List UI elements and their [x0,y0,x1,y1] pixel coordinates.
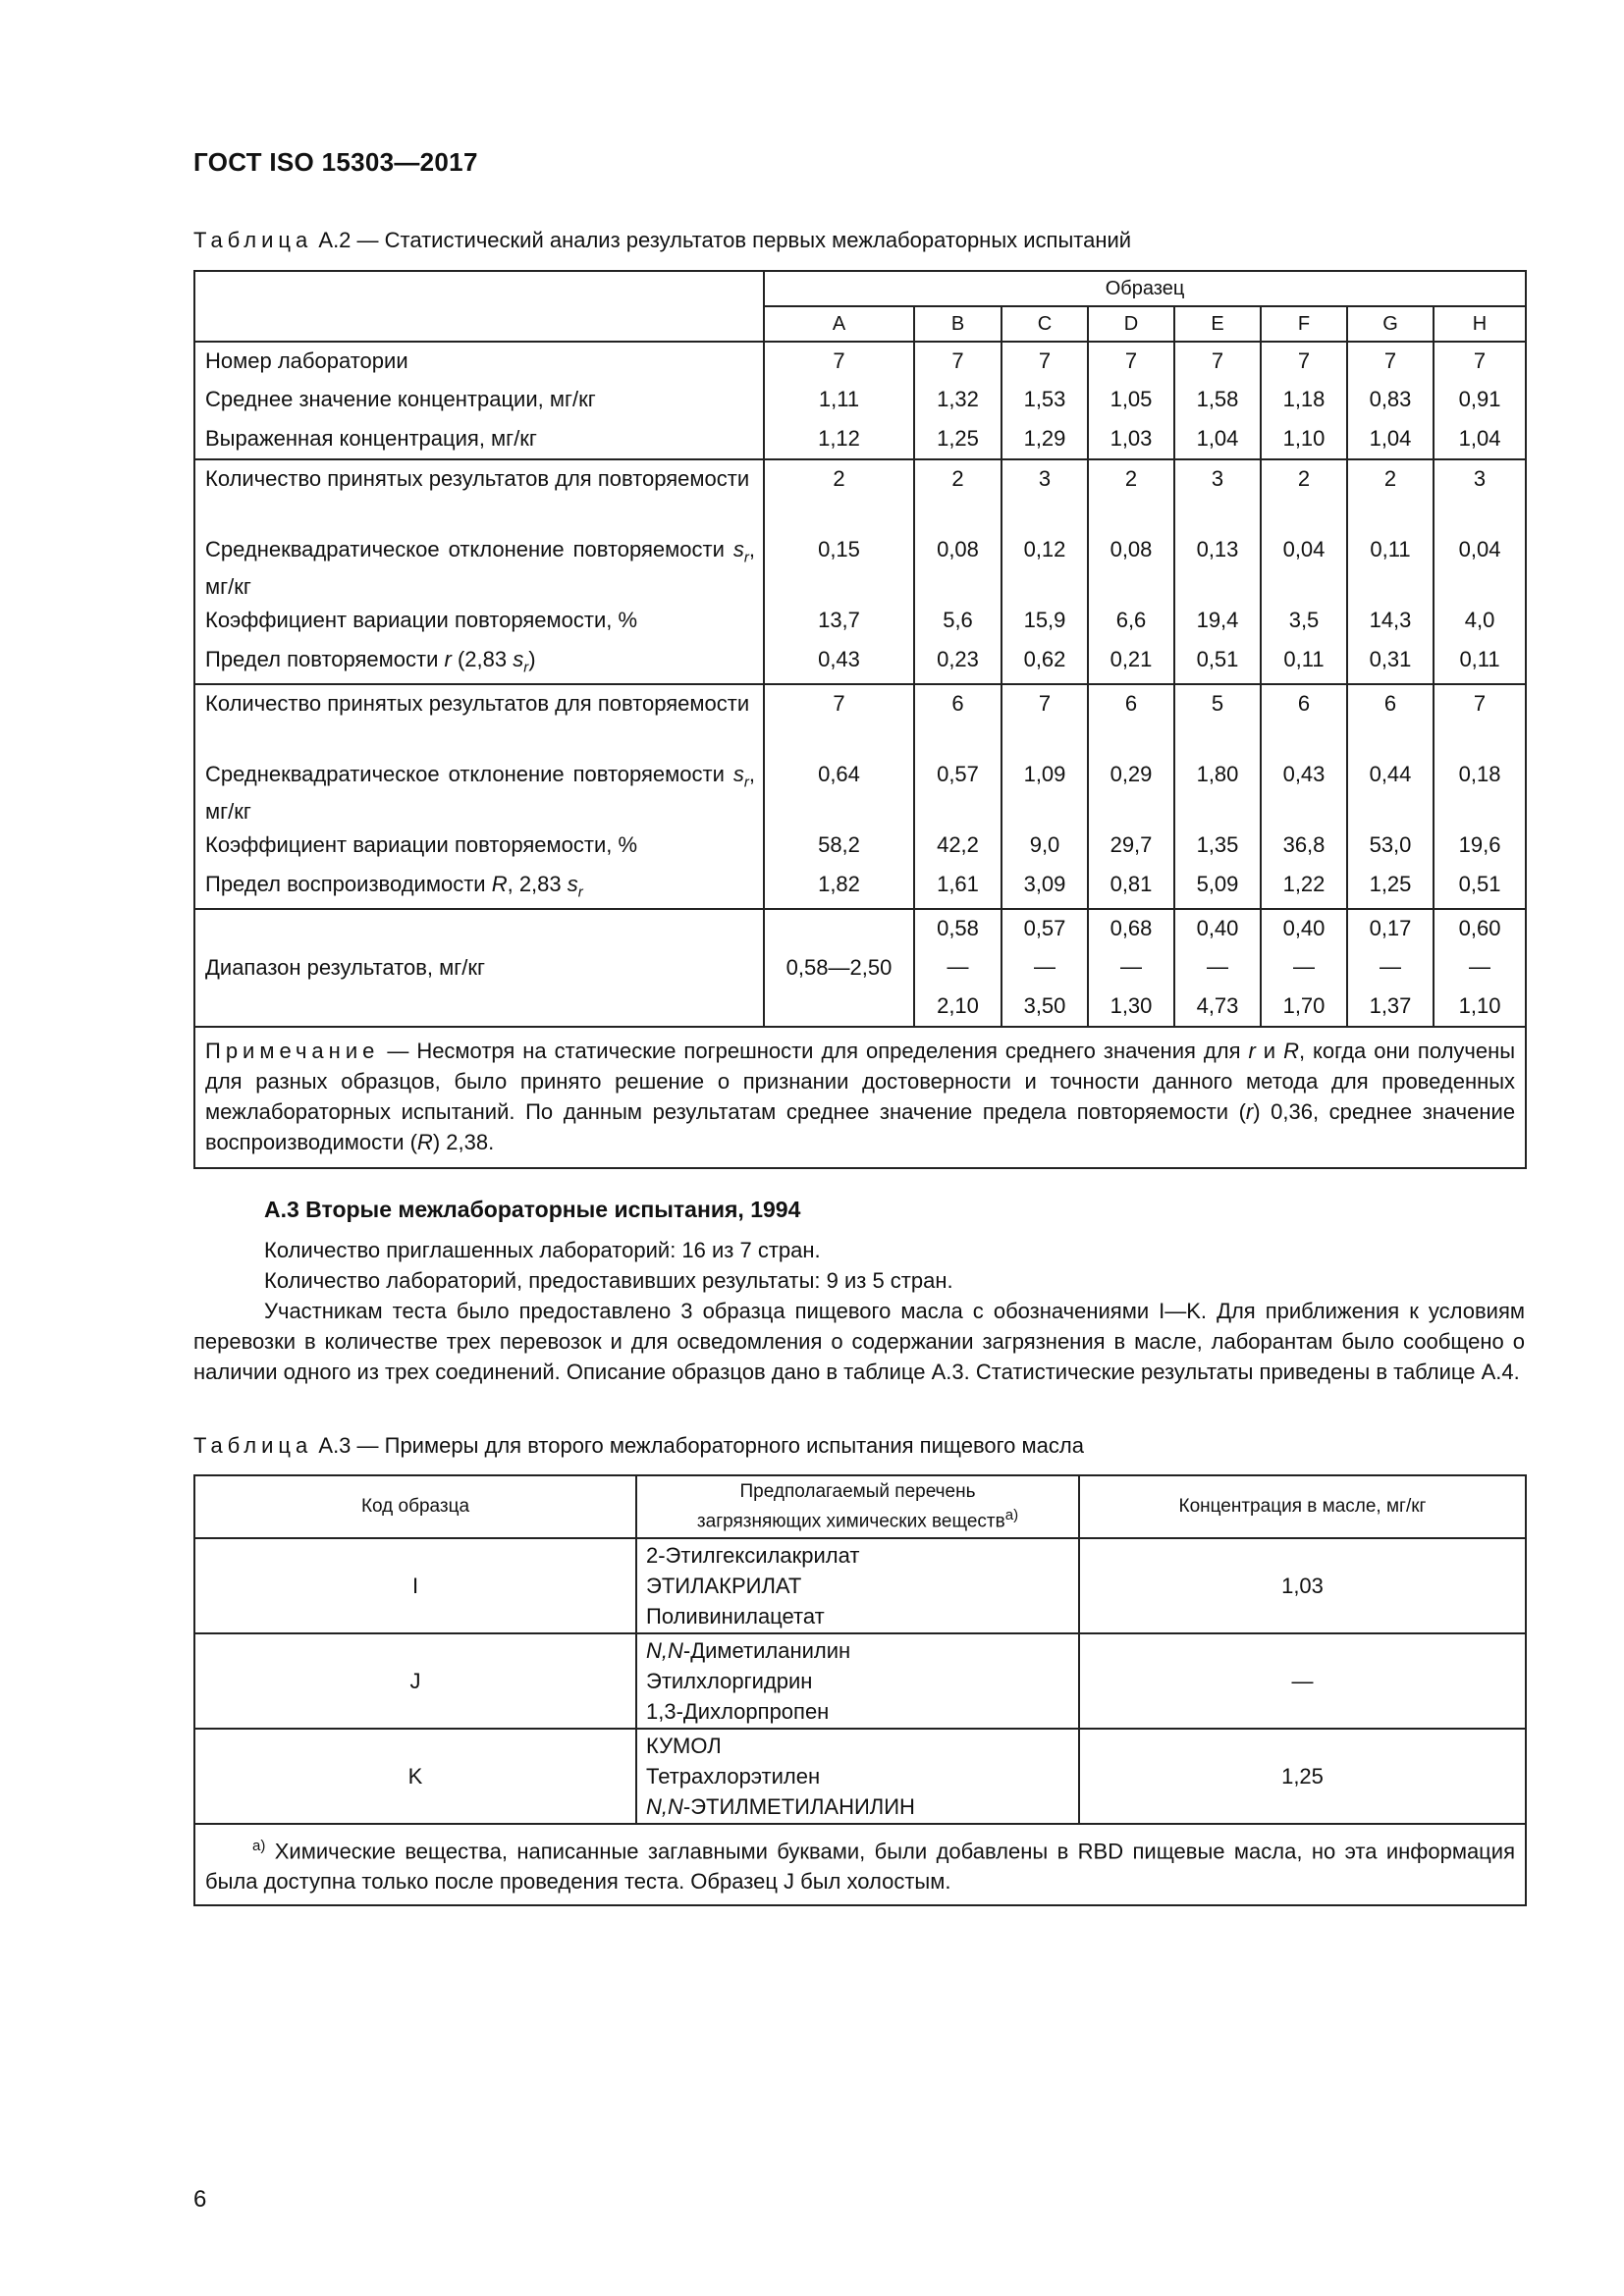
range-max: 1,37 [1347,988,1434,1027]
substances [636,1633,1079,1729]
cell: 1,12 [764,420,914,459]
label-var: r [444,647,452,672]
cell: 7 [1434,342,1526,381]
note-var: R [1283,1038,1299,1063]
cell: 1,03 [1088,420,1174,459]
col-header-list [636,1475,1079,1538]
row-label [194,866,764,908]
cell: 0,51 [1434,866,1526,908]
cell: 0,43 [1261,756,1347,827]
note-text: — Несмотря на статические погрешности для определения среднего значения для [379,1038,1249,1063]
cell: 1,18 [1261,381,1347,420]
cell: 2 [764,459,914,531]
substance: Тетрахлорэтилен [646,1764,821,1789]
range-min: 0,58 [914,909,1001,948]
range-dash: — [1088,948,1174,988]
cell: 1,53 [1001,381,1088,420]
substances [636,1538,1079,1633]
cell: 0,43 [764,641,914,683]
label-sub: r [523,659,529,676]
cell: 29,7 [1088,827,1174,866]
label-var: s [732,537,744,561]
document-header: ГОСТ ISO 15303—2017 [193,147,478,177]
table-row [194,1633,1526,1729]
note-text: , когда они получены для разных образцов, было принято решение о признании достоверности и точности данного метода для проведенных межлабораторных испытаний. По данным результатам среднее значение предела повторяемости ( [205,1038,1516,1124]
cell: 7 [1001,684,1088,756]
range-dash: — [914,948,1001,988]
table-a2-caption [193,228,1131,253]
cell: 1,80 [1174,756,1261,827]
cell: 0,23 [914,641,1001,683]
cell: 3 [1174,459,1261,531]
col-header: F [1261,306,1347,342]
label-tail: , мг/кг [205,537,755,600]
table-row [194,381,1526,420]
cell: 0,04 [1261,531,1347,602]
table-a2-note [194,1027,1526,1168]
cell: 1,11 [764,381,914,420]
col-header-conc: Концентрация в масле, мг/кг [1079,1475,1526,1538]
range-max: 1,10 [1434,988,1526,1027]
substance: ЭТИЛАКРИЛАТ [646,1574,802,1598]
cell: 7 [764,342,914,381]
cell: 1,09 [1001,756,1088,827]
cell: 1,05 [1088,381,1174,420]
caption-prefix: Таблица [193,1433,313,1458]
table-row [194,1538,1526,1633]
cell: 19,6 [1434,827,1526,866]
substance: -ЭТИЛМЕТИЛАНИЛИН [682,1794,915,1819]
cell: 58,2 [764,827,914,866]
note-text: ) 0,36, среднее значение воспроизводимости ( [205,1098,1516,1154]
section-heading: А.3 Вторые межлабораторные испытания, 1994 [264,1197,801,1222]
table-row [194,641,1526,683]
cell: 3,5 [1261,602,1347,641]
label-tail: , 2,83 [507,872,568,897]
range-label: Диапазон результатов, мг/кг [194,909,764,1027]
cell: 19,4 [1174,602,1261,641]
cell: 6 [1347,684,1434,756]
col-header: A [764,306,914,342]
cell: 0,57 [914,756,1001,827]
substance: -Диметиланилин [682,1638,851,1663]
range-max: 2,10 [914,988,1001,1027]
cell: 0,08 [914,531,1001,602]
range-row-min [194,909,1526,948]
substance: 2-Этилгексилакрилат [646,1543,860,1568]
cell: 7 [1347,342,1434,381]
cell: 15,9 [1001,602,1088,641]
label-tail: , мг/кг [205,761,755,825]
label-tail: ) [528,647,536,672]
cell: 0,51 [1174,641,1261,683]
table-a2 [193,270,1527,1169]
col-header: E [1174,306,1261,342]
range-min: 0,40 [1174,909,1261,948]
table-row [194,827,1526,866]
cell: 0,21 [1088,641,1174,683]
cell: 0,62 [1001,641,1088,683]
cell: 0,44 [1347,756,1434,827]
cell: 0,12 [1001,531,1088,602]
cell: 1,04 [1347,420,1434,459]
cell: 1,10 [1261,420,1347,459]
cell: 0,91 [1434,381,1526,420]
cell: 1,82 [764,866,914,908]
concentration: — [1079,1633,1526,1729]
cell: 0,18 [1434,756,1526,827]
range-min: 0,60 [1434,909,1526,948]
substance-prefix: N,N [646,1638,683,1663]
paragraph: Количество лабораторий, предоставивших результаты: 9 из 5 стран. [264,1268,953,1293]
label-sub: r [743,774,749,791]
cell: 6,6 [1088,602,1174,641]
cell: 0,64 [764,756,914,827]
cell: 0,11 [1347,531,1434,602]
footnote-mark: а) [252,1838,266,1854]
header-blank [194,271,764,342]
note-text: и [1255,1038,1284,1063]
cell: 1,04 [1174,420,1261,459]
cell: 3 [1434,459,1526,531]
row-label [194,531,764,602]
col-header: D [1088,306,1174,342]
cell: 53,0 [1347,827,1434,866]
cell: 2 [1347,459,1434,531]
table-row [194,602,1526,641]
cell: 5 [1174,684,1261,756]
cell: 0,31 [1347,641,1434,683]
range-dash: — [1261,948,1347,988]
cell: 0,29 [1088,756,1174,827]
header-line: загрязняющих химических веществ [696,1511,1005,1532]
table-row [194,459,1526,531]
cell: 6 [914,684,1001,756]
cell: 42,2 [914,827,1001,866]
table-a3-caption [193,1433,1084,1459]
cell: 1,32 [914,381,1001,420]
sample-code: I [194,1538,636,1633]
col-header: H [1434,306,1526,342]
row-label [194,641,764,683]
row-label: Количество принятых результатов для повторяемости [194,459,764,531]
cell: 5,6 [914,602,1001,641]
range-max: 4,73 [1174,988,1261,1027]
cell: 1,25 [914,420,1001,459]
cell: 7 [1261,342,1347,381]
cell: 7 [1174,342,1261,381]
substance: Этилхлоргидрин [646,1669,813,1693]
cell: 1,22 [1261,866,1347,908]
row-label [194,756,764,827]
label-text: Среднеквадратическое отклонение повторяемости [205,761,725,786]
section-a3 [193,1195,1525,1387]
range-dash: — [1174,948,1261,988]
col-header: G [1347,306,1434,342]
cell: 6 [1088,684,1174,756]
caption-prefix: Таблица [193,228,313,252]
cell: 0,11 [1261,641,1347,683]
table-row [194,342,1526,381]
cell: 3 [1001,459,1088,531]
row-label: Номер лаборатории [194,342,764,381]
sample-code: K [194,1729,636,1824]
range-min: 0,17 [1347,909,1434,948]
cell: 5,09 [1174,866,1261,908]
paragraph: Количество приглашенных лабораторий: 16 из 7 стран. [264,1238,821,1262]
substance: Поливинилацетат [646,1604,825,1629]
table-row [194,756,1526,827]
row-label: Коэффициент вариации повторяемости, % [194,827,764,866]
label-text: Предел повторяемости [205,647,439,672]
cell: 7 [1088,342,1174,381]
cell: 2 [1088,459,1174,531]
cell: 9,0 [1001,827,1088,866]
range-max: 3,50 [1001,988,1088,1027]
cell: 0,08 [1088,531,1174,602]
table-a3 [193,1474,1527,1906]
page-number: 6 [193,2186,207,2213]
cell: 0,83 [1347,381,1434,420]
range-a-value: 0,58—2,50 [764,909,914,1027]
cell: 0,15 [764,531,914,602]
label-tail: (2,83 [451,647,514,672]
substances [636,1729,1079,1824]
cell: 7 [1434,684,1526,756]
concentration: 1,03 [1079,1538,1526,1633]
cell: 36,8 [1261,827,1347,866]
label-var: s [513,647,524,672]
row-label: Среднее значение концентрации, мг/кг [194,381,764,420]
table-row [194,531,1526,602]
table-row [194,866,1526,908]
col-header: C [1001,306,1088,342]
label-sub: r [577,883,583,901]
range-dash: — [1434,948,1526,988]
label-var: R [491,872,508,897]
header-line: Предполагаемый перечень [739,1480,976,1502]
label-var: s [567,872,578,897]
sample-code: J [194,1633,636,1729]
range-dash: — [1347,948,1434,988]
note-prefix: Примечание [205,1038,380,1063]
cell: 3,09 [1001,866,1088,908]
note-var: r [1245,1098,1254,1124]
cell: 1,35 [1174,827,1261,866]
cell: 4,0 [1434,602,1526,641]
cell: 1,29 [1001,420,1088,459]
note-var: R [416,1129,433,1154]
cell: 7 [764,684,914,756]
concentration: 1,25 [1079,1729,1526,1824]
label-var: s [732,761,744,786]
range-min: 0,40 [1261,909,1347,948]
range-max: 1,30 [1088,988,1174,1027]
note-text: ) 2,38. [432,1129,495,1154]
range-dash: — [1001,948,1088,988]
row-label: Выраженная концентрация, мг/кг [194,420,764,459]
cell: 0,11 [1434,641,1526,683]
range-max: 1,70 [1261,988,1347,1027]
cell: 1,61 [914,866,1001,908]
row-label: Коэффициент вариации повторяемости, % [194,602,764,641]
col-header: B [914,306,1001,342]
cell: 14,3 [1347,602,1434,641]
caption-text: А.2 — Статистический анализ результатов первых межлабораторных испытаний [318,228,1132,252]
cell: 1,04 [1434,420,1526,459]
table-row [194,684,1526,756]
group-header: Образец [764,271,1526,306]
label-text: Среднеквадратическое отклонение повторяемости [205,537,725,561]
table-row [194,1729,1526,1824]
substance: КУМОЛ [646,1734,722,1758]
row-label: Количество принятых результатов для повторяемости [194,684,764,756]
footnote-text: Химические вещества, написанные заглавными буквами, были добавлены в RBD пищевые масла, но эта информация была доступна только после проведения теста. Образец J был холостым. [205,1839,1515,1895]
cell: 2 [1261,459,1347,531]
cell: 13,7 [764,602,914,641]
cell: 7 [914,342,1001,381]
cell: 0,04 [1434,531,1526,602]
range-min: 0,57 [1001,909,1088,948]
substance-prefix: N,N [646,1794,683,1819]
cell: 0,13 [1174,531,1261,602]
cell: 1,58 [1174,381,1261,420]
paragraph: Участникам теста было предоставлено 3 образца пищевого масла с обозначениями I—K. Для приближения к условиям перевозки в количестве трех перевозок и для осведомления о содержании загрязнения в масле, лаборантам было сообщено о наличии одного из трех соединений. Описание образцов дано в таблице А.3. Статистические результаты приведены в таблице А.4. [193,1299,1525,1384]
label-sub: r [743,549,749,566]
footnote-mark: а) [1004,1506,1019,1523]
table-row [194,420,1526,459]
cell: 2 [914,459,1001,531]
caption-text: А.3 — Примеры для второго межлабораторного испытания пищевого масла [318,1433,1084,1458]
cell: 0,81 [1088,866,1174,908]
col-header-code: Код образца [194,1475,636,1538]
note-var: r [1248,1038,1256,1063]
range-min: 0,68 [1088,909,1174,948]
label-text: Предел воспроизводимости [205,872,486,897]
cell: 7 [1001,342,1088,381]
table-a3-footnote [194,1824,1526,1905]
cell: 6 [1261,684,1347,756]
substance: 1,3-Дихлорпропен [646,1699,830,1724]
cell: 1,25 [1347,866,1434,908]
